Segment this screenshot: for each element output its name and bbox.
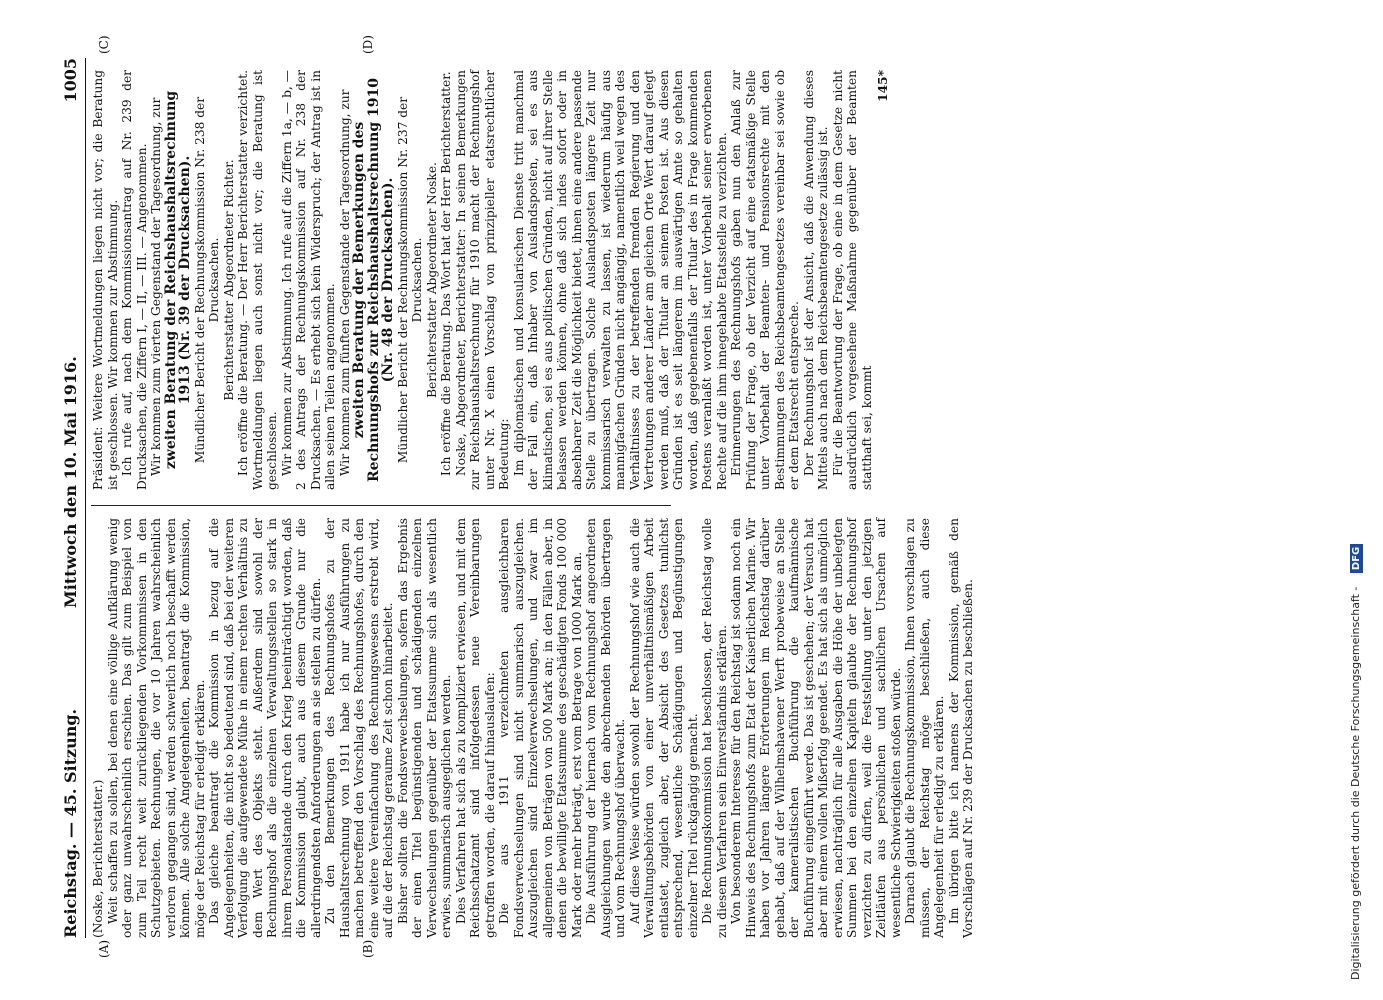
agenda-rapporteur: Berichterstatter Abgeordneter Richter. — [221, 159, 236, 401]
paragraph: Wir kommen zum fünften Gegenstande der Tagesordnung, zur — [337, 89, 352, 476]
paragraph: Das gleiche beantragt die Kommission in bezug auf die Angelegenheiten, die nicht so bedeutend sind, daß bei der weiteren Verfolgung die aufgewendete Mühe in einem rechten Verhältnis zu dem Wert des Objekts steht. Außerdem sind sowohl der Rechnungshof als die einzelnen Verwaltungsstellen so stark in ihrem Personalstande durch den Krieg beeinträchtigt worden, daß die Kommission glaubt, auch aus diesem Grunde nur die allerdringendsten Anforderungen an sie stellen zu dürfen. — [207, 518, 323, 938]
margin-marker-c: (C) — [97, 35, 111, 54]
paragraph: Zu den Bemerkungen des Rechnungshofes zu der Haushaltsrechnung von 1911 habe ich nur Ausführungen zu machen betreffend den Vorschlag des Rechnungshofes, durch den eine weitere Vereinfachung des Rechnungswesens erstrebt wird, auf die der Reichstag geraume Zeit schon hinarbeitet. — [323, 518, 395, 938]
paragraph: Wir kommen zur Abstimmung. Ich rufe auf die Ziffern 1a, — b, — 2 des Antrags der Rechnungskommission auf Nr. 238 der Drucksachen. — Es erhebt sich kein Widerspruch; der Antrag ist in allen seinen Teilen angenommen. — [279, 70, 337, 490]
page-number: 1005 — [61, 58, 80, 103]
paragraph: Die aus 1911 verzeichneten ausgleichbaren Fondsverwechselungen sind nicht summarisch auszugleichen. Auszugleichen sind Einzelverwechselungen, und zwar im allgemeinen von Beträgen von 500 Mark an; in den Fällen aber, in denen die bewilligte Etatssumme des geschädigten Fonds 100 000 Mark oder mehr beträgt, erst vom Betrage von 1000 Mark an. — [497, 518, 584, 938]
paragraph: Weit schaffen zu sollen, bei denen eine völlige Aufklärung wenig oder ganz unwahrscheinlich erschien. Das gilt zum Beispiel von zum Teil recht weit zurückliegenden Vorkommnissen in den Schutzgebieten. Rechnungen, die vor 10 Jahren wahrscheinlich verloren gegangen sind, werden schwerlich noch beschafft werden können. Alle solche Angelegenheiten, beantragt die Kommission, möge der Reichstag für erledigt erklären. — [105, 518, 207, 938]
paragraph: Ich rufe auf, nach dem Kommissionsantrag auf Nr. 239 der Drucksachen, die Ziffern I, — II, — III. — Angenommen. — [120, 70, 149, 490]
paragraph: Auf diese Weise würden sowohl der Rechnungshof wie auch die Verwaltungsbehörden von einer unverhältnismäßigen Arbeit entlastet, zugleich aber, der Absicht des Gesetzes tunlichst entsprechend, wesentliche Schädigungen und Begünstigungen einzelner Titel rückgängig gemacht. — [627, 518, 700, 938]
paragraph: Ich eröffne die Beratung. Das Wort hat der Herr Berichterstatter. — [439, 71, 453, 476]
column-rule — [91, 505, 671, 506]
paragraph: Für die Beantwortung der Frage, ob eine in dem Gesetze nicht ausdrücklich vorgesehene Maßnahme gegenüber der Beamten statthaft sei, kommt — [830, 70, 874, 490]
page-signature: 145* — [876, 70, 890, 102]
agenda-report: Mündlicher Bericht der Rechnungskommission Nr. 238 der Drucksachen. — [192, 96, 221, 464]
paragraph: Bisher sollten die Fondsverwechselungen, sofern das Ergebnis der einen Titel begünstigenden und schädigenden einzelnen Verwechselungen gegenüber der Etatssumme sich als wesentlich erwies, summarisch ausgeglichen werden. — [395, 518, 453, 938]
paragraph: Wir kommen zum vierten Gegenstand der Tagesordnung, zur — [149, 97, 163, 476]
header-date: Mittwoch den 10. Mai 1916. — [61, 356, 80, 608]
agenda-rapporteur: Berichterstatter Abgeordneter Noske. — [424, 162, 439, 398]
rotated-page-content — [61, 35, 1281, 958]
margin-marker-a: (A) — [97, 939, 111, 958]
paragraph: Die Ausführung der hiernach vom Rechnungshof angeordneten Ausgleichungen wurde den abrechnenden Behörden übertragen und vom Rechnungshof überwacht. — [584, 518, 627, 938]
speaker-statement: Noske, Abgeordneter, Berichterstatter: In seinen Bemerkungen zur Reichshaushaltsrechnung für 1910 macht der Rechnungshof unter Nr. X einen Vorschlag von prinzipieller etatsrechtlicher Bedeutung: — [453, 70, 511, 490]
speaker-continuation: (Noske, Berichterstatter.) — [91, 779, 105, 938]
paragraph: Darnach glaubt die Rechnungskommission, Ihnen vorschlagen zu müssen, der Reichstag möge beschließen, auch diese Angelegenheit für erledigt zu erklären. — [903, 518, 946, 938]
paragraph: Erinnerungen des Rechnungshofs gaben nun den Anlaß zur Prüfung der Frage, ob der Verzicht auf eine etatsmäßige Stelle unter Vorbehalt der Beamten- und Pensionsrechte mit den Bestimmungen des Reichsbeamtengesetzes vereinbar sei sowie ob er dem Etatsrecht entspreche. — [729, 70, 801, 490]
right-column — [91, 70, 891, 490]
page-header — [61, 58, 86, 938]
paragraph: Ich eröffne die Beratung. — Der Herr Berichterstatter verzichtet. Wortmeldungen liegen auch sonst nicht vor; die Beratung ist geschlossen. — [236, 70, 279, 490]
margin-marker-d: (D) — [361, 35, 375, 54]
paragraph: Im übrigen bitte ich namens der Kommission, gemäß den Vorschlägen auf Nr. 239 der Drucksachen zu beschließen. — [946, 518, 975, 938]
margin-marker-b: (B) — [361, 939, 375, 958]
header-left: Reichstag. — 45. Sitzung. — [61, 708, 80, 938]
watermark-text: Digitalisierung gefördert durch die Deutsche Forschungsgemeinschaft - — [1349, 586, 1362, 980]
paragraph: Die Rechnungskommission hat beschlossen, der Reichstag wolle zu diesem Verfahren sein Einverständnis erklären. — [700, 518, 729, 938]
dfg-watermark — [1349, 340, 1363, 980]
agenda-heading: zweiten Beratung der Bemerkungen des Rechnungshofs zur Reichshaushaltsrechnung 1910 (Nr. 48 der Drucksachen). — [351, 78, 396, 482]
paragraph: Von besonderem Interesse für den Reichstag ist sodann noch ein Hinweis des Rechnungshofs zum Etat der Kaiserlichen Marine. Wir haben vor Jahren längere Erörterungen im Reichstag darüber gehabt, daß auf der Wilhelmshavener Werft probeweise an Stelle der kameralistischen Buchführung die kaufmännische Buchführung eingeführt werde. Das ist geschehen; der Versuch hat aber mit einem vollen Mißerfolg geendet. Es hat sich als unmöglich erwiesen, nachträglich für alle Ausgaben die Höhe der unbelegten Summen bei den einzelnen Kapiteln glaubte der Rechnungshof verzichten zu dürfen, weil die Feststellung unter den jetzigen Zeitläufen aus persönlichen und sachlichen Ursachen auf wesentliche Schwierigkeiten stoßen würde. — [729, 518, 903, 938]
president-statement: Präsident: Weitere Wortmeldungen liegen nicht vor; die Beratung ist geschlossen. Wir kommen zur Abstimmung. — [91, 70, 120, 490]
paragraph: Dies Verfahren hat sich als zu kompliziert erwiesen, und mit dem Reichsschatzamt sind infolgedessen neue Vereinbarungen getroffen worden, die darauf hinauslaufen: — [453, 518, 497, 938]
paragraph: Der Rechnungshof ist der Ansicht, daß die Anwendung dieses Mittels auch nach dem Reichsbeamtengesetze zulässig ist. — [801, 70, 830, 490]
dfg-logo: DFG — [1350, 544, 1363, 573]
paragraph: Im diplomatischen und konsularischen Dienste tritt manchmal der Fall ein, daß Inhaber von Auslandsposten, sei es aus klimatischen, sei es aus politischen Gründen, nicht auf ihrer Stelle belassen werden können, ohne daß sich indes sofort oder in absehbarer Zeit die Möglichkeit bietet, ihnen eine andere passende Stelle zu übertragen. Solche Auslandsposten längere Zeit nur kommissarisch verwalten zu lassen, ist wiederum häufig aus mannigfachen Gründen nicht angängig, namentlich weil wegen des Verhältnisses zu der betreffenden fremden Regierung und den Vertretungen anderer Länder am gleichen Orte Wert darauf gelegt werden muß, daß der Titular an seinem Posten ist. Aus diesen Gründen ist es seit längerem im auswärtigen Amte so gehalten worden, daß gegebenenfalls der Titular des in Frage kommenden Postens veranlaßt worden ist, unter Vorbehalt seiner erworbenen Rechte auf die ihm innegehabte Etatsstelle zu verzichten. — [511, 70, 729, 490]
agenda-report: Mündlicher Bericht der Rechnungskommission Nr. 237 der Drucksachen. — [395, 96, 424, 464]
agenda-heading: zweiten Beratung der Reichshaushaltsrechnung 1913 (Nr. 39 der Drucksachen). — [162, 90, 193, 470]
left-column — [91, 518, 976, 938]
